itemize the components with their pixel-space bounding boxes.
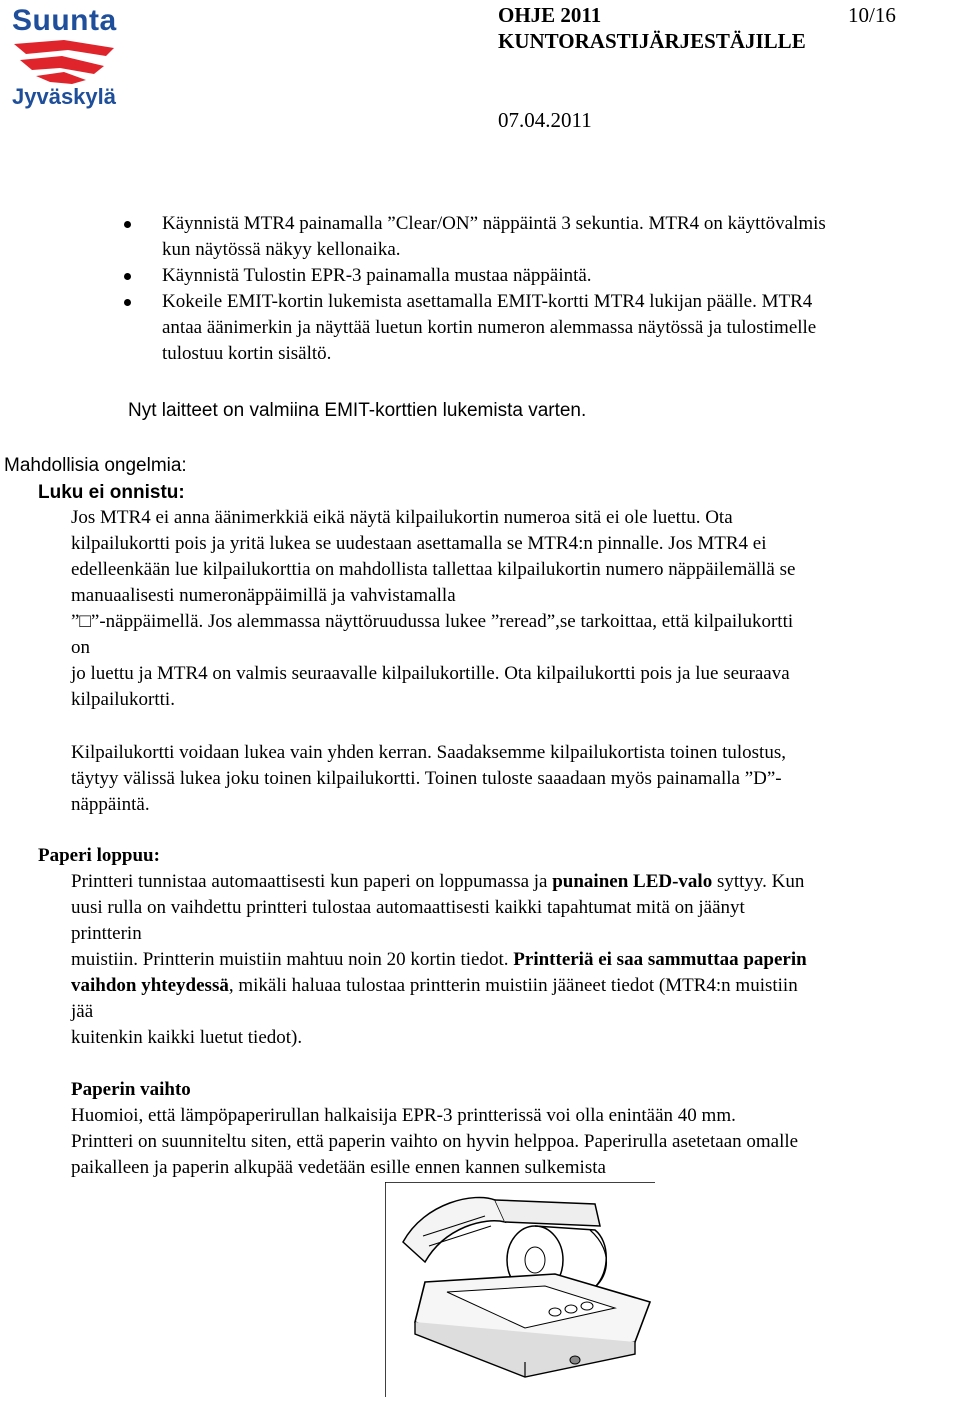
document-date: 07.04.2011 <box>498 108 592 132</box>
paper-out-heading: Paperi loppuu: <box>38 845 160 866</box>
page-number: 10/16 <box>848 3 896 27</box>
logo-word-jyvaskyla: Jyväskylä <box>12 84 116 109</box>
suunta-jyvaskyla-logo <box>8 4 120 112</box>
logo-word-suunta: Suunta <box>12 4 117 37</box>
startup-steps-list <box>122 211 958 367</box>
bullet-icon <box>124 299 131 306</box>
problems-heading: Mahdollisia ongelmia: <box>4 455 187 476</box>
list-item: Kokeile EMIT-kortin lukemista asettamalla EMIT-kortti MTR4 lukijan päälle. MTR4 antaa äänimerkin ja näyttää luetun kortin numeron alemmassa näytössä ja tulostimelle tulostuu kortin sisältö. <box>122 289 958 367</box>
paper-out-paragraph: Printteri tunnistaa automaattisesti kun paperi on loppumassa ja punainen LED-valo syttyy. Kun uusi rulla on vaihdettu printteri tulostaa automaattisesti kaikki tapahtumat mitä on jäänyt printterin muistiin. Printterin muistiin mahtuu noin 20 kortin tiedot. Printteriä ei saa sammuttaa paperin vaihdon yhteydessä, mikäli haluaa tulostaa printterin muistiin jääneet tiedot (MTR4:n muistiin jää kuitenkin kaikki luetut tiedot). <box>71 871 807 1048</box>
read-once-paragraph: Kilpailukortti voidaan lukea vain yhden kerran. Saadaksemme kilpailukortista toinen tulostus, täytyy välissä lukea joku toinen kilpailukortti. Toinen tuloste saaadaan myös painamalla ”D”- näppäintä. <box>71 742 786 815</box>
document-title-line2: KUNTORASTIJÄRJESTÄJILLE <box>498 29 806 53</box>
document-title-line1: OHJE 2011 <box>498 3 602 27</box>
printer-paper-change-illustration <box>385 1182 655 1397</box>
ready-statement: Nyt laitteet on valmiina EMIT-korttien lukemista varten. <box>128 400 587 421</box>
list-item: Käynnistä MTR4 painamalla ”Clear/ON” näppäintä 3 sekuntia. MTR4 on käyttövalmis kun näytössä näkyy kellonaika. <box>122 211 958 263</box>
bullet-icon <box>124 221 131 228</box>
paper-change-heading: Paperin vaihto <box>71 1079 191 1100</box>
logo-swoosh-icon <box>10 38 118 84</box>
paper-change-paragraph: Huomioi, että lämpöpaperirullan halkaisija EPR-3 printterissä voi olla enintään 40 mm. Printteri on suunniteltu siten, että paperin vaihto on hyvin helppoa. Paperirulla asetetaan omalle paikalleen ja paperin alkupää vedetään esille ennen kannen sulkemista <box>71 1105 799 1178</box>
bullet-icon <box>124 273 131 280</box>
reading-fails-paragraph: Jos MTR4 ei anna äänimerkkiä eikä näytä kilpailukortin numeroa sitä ei ole luettu. Ota kilpailukortti pois ja yritä lukea se uudestaan asettamalla se MTR4:n pinnalle. Jos MTR4 ei edelleenkään lue kilpailukorttia on mahdollista tallettaa kilpailukortin numero näppäilemällä se manuaalisesti numeronäppäimillä ja vahvistamalla ”□”-näppäimellä. Jos alemmassa näyttöruudussa lukee ”reread”,se tarkoittaa, että kilpailukortti on jo luettu ja MTR4 on valmis seuraavalle kilpailukortille. Ota kilpailukortti pois ja lue seuraava kilpailukortti. <box>71 507 796 710</box>
reading-fails-heading: Luku ei onnistu: <box>38 482 185 503</box>
list-item: Käynnistä Tulostin EPR-3 painamalla mustaa näppäintä. <box>122 263 958 289</box>
document-title <box>498 2 806 54</box>
